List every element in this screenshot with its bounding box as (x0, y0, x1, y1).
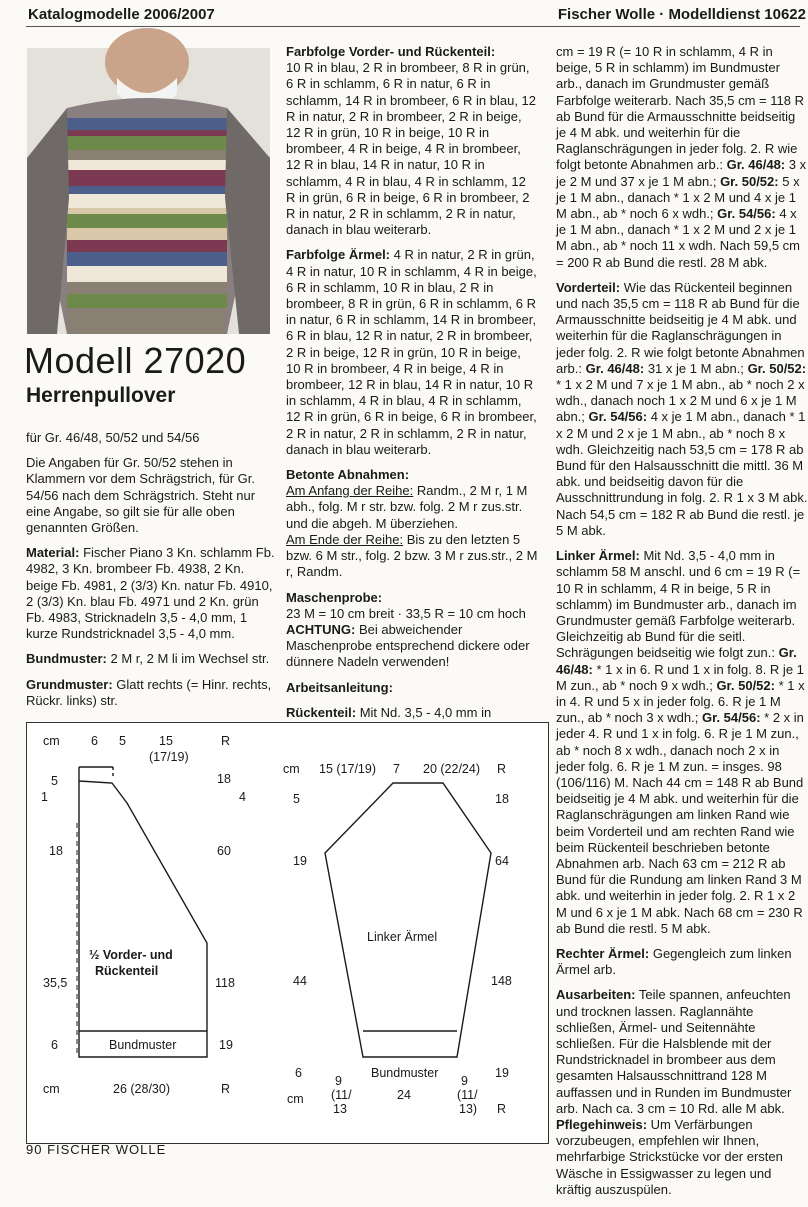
cont-g3-text: 4 x je 1 M abn., danach * 1 x 2 M und 2 x je 1 M abn., ab * noch 11 x wdh. Nach 59,5 cm = 200 R ab Bund die restl. 28 M abk. (556, 206, 801, 270)
bundmuster (26, 651, 276, 667)
f-label-2: Rückenteil (95, 964, 159, 978)
cont-g3: Gr. 54/56: (717, 206, 776, 222)
probe-text: 23 M = 10 cm breit · 33,5 R = 10 cm hoch (286, 605, 526, 621)
column-left (26, 430, 276, 718)
linker-label: Linker Ärmel: (556, 548, 640, 564)
linker-g1-text: * 1 x in 6. R und 1 x in folg. 8. R je 1 M zun., ab * noch 9 x wdh.; (556, 661, 804, 693)
s-l-44: 44 (293, 974, 307, 988)
s-bot-13a: 13 (333, 1102, 347, 1116)
f-l-5: 5 (51, 774, 58, 788)
ruecken-label: Rückenteil: (286, 704, 357, 720)
grund-label: Grundmuster: (26, 676, 113, 692)
ende-text: Bis zu den letzten 5 bzw. 6 M str., folg. 2 bzw. 3 M r zus.str., 2 M r, Randm. (286, 531, 538, 580)
sleeve-outline (325, 783, 491, 1057)
f-l-1: 1 (41, 790, 48, 804)
cont-g1-text: 3 x je 2 M und 37 x je 1 M abn.; (556, 157, 807, 189)
vorder-g2: Gr. 50/52: (747, 360, 807, 376)
linker-g1: Gr. 46/48: (556, 645, 797, 677)
grundmuster (26, 677, 276, 709)
model-name: Herrenpullover (26, 384, 176, 407)
f-top-cm: cm (43, 734, 60, 748)
linker-text: Mit Nd. 3,5 - 4,0 mm in schlamm 58 M anschl. und 6 cm = 19 R (= 10 R in schlamm, 4 R in beige, 5 R in schlamm) im Bundmuster arb., danach im Grundmuster gemäß Farbfolge weiterarb. Gleichzeitig ab Bund für die seitl. Schrägungen beidseitig wie folgt zun.: (556, 548, 801, 661)
bund-text: 2 M r, 2 M li im Wechsel str. (110, 651, 270, 667)
f-r-118: 118 (215, 976, 235, 990)
front-outline (79, 767, 207, 1057)
material-label: Material: (26, 545, 80, 561)
achtung-label: ACHTUNG: (286, 621, 356, 637)
vorder-label: Vorderteil: (556, 279, 621, 295)
vorder-g3: Gr. 54/56: (588, 409, 648, 425)
s-r-19: 19 (495, 1066, 509, 1080)
s-bot-R: R (497, 1102, 507, 1116)
s-top-20: 20 (22/24) (423, 762, 480, 776)
f-bot-26: 26 (28/30) (113, 1082, 170, 1096)
s-bot-cm: cm (287, 1092, 304, 1106)
f-top-5: 5 (119, 734, 126, 748)
f-l-355: 35,5 (43, 976, 68, 990)
s-label: Linker Ärmel (367, 930, 438, 944)
schematic-svg (27, 723, 548, 1143)
s-r-148: 148 (491, 974, 512, 988)
ausarb-text: Teile spannen, anfeuchten und trocknen lassen. Raglannähte schließen, Ärmel- und Seitennähte schließen. Für die Halsblende mit der Rundstricknadel in brombeer aus dem gesamten Halsausschnittrand 128 M auffassen und in Runden im Bundmuster arb. Nach ca. 3 cm = 10 Rd. alle M abk. (556, 987, 792, 1116)
probe-label: Maschenprobe: (286, 589, 383, 605)
cont-text: cm = 19 R (= 10 R in schlamm, 4 R in beige, 5 R in schlamm) im Bundmuster arb., danach im Grundmuster gemäß Farbfolge weiterarb. Nach 35,5 cm = 118 R ab Bund für die Armausschnitte beidseitig je 4 M abk. und weiterhin für die Raglanschrägungen in jeder folg. 2. R wie folgt betonte Abnahmen arb.: (556, 44, 804, 173)
ende-label: Am Ende der Reihe: (286, 531, 404, 547)
betonte-label: Betonte Abnahmen: (286, 467, 410, 483)
material-text: Fischer Piano 3 Kn. schlamm Fb. 4982, 3 Kn. brombeer Fb. 4938, 2 Kn. beige Fb. 4981, 2 (3/3) Kn. natur Fb. 4910, 2 (3/3) Kn. blau Fb. 4971 und 2 Kn. grün Fb. 4983, Stricknadeln 3,5 - 4,0 mm, 1 kurze Rundstricknadel 3,5 - 4,0 mm. (26, 545, 275, 642)
arbeit-label: Arbeitsanleitung: (286, 679, 393, 695)
header-right: Fischer Wolle · Modelldienst 10622 (557, 6, 806, 23)
pflege-label: Pflegehinweis: (556, 1117, 648, 1132)
linker-g2: Gr. 50/52: (716, 677, 775, 693)
sweater-photo (27, 48, 270, 334)
bund-label: Bundmuster: (26, 651, 107, 667)
vorder-g3-text: 4 x je 1 M abn., danach * 1 x 2 M und 2 x je 1 M abn., ab * noch 8 x wdh. Gleichzeitig nach 53,5 cm = 178 R ab Bund für den Halsausschnitt die mittl. 36 M abk. und beidseitig davon für die Ausschnittrundung in folg. 2. R 1 x 3 M abk. Nach 54,5 cm = 182 R ab Bund die restl. je 5 M abk. (556, 409, 808, 538)
sizes-note: Die Angaben für Gr. 50/52 stehen in Klammern vor dem Schrägstrich, für Gr. 54/56 nach dem Schrägstrich. Steht nur eine Angabe, so gilt sie für alle oben genannten Größen. (26, 455, 256, 536)
rechter-label: Rechter Ärmel: (556, 945, 650, 961)
sweater-illustration (27, 48, 270, 334)
ausarb-label: Ausarbeiten: (556, 987, 636, 1003)
linker-g2-text: * 1 x in 4. R und 5 x in jeder folg. 6. R je 1 M zun., ab * noch 3 x wdh.; (556, 677, 805, 726)
column-middle (286, 44, 538, 746)
f-l-18: 18 (49, 844, 63, 858)
grund-text: Glatt rechts (= Hinr. rechts, Rückr. links) str. (26, 676, 272, 708)
vorder-g1: Gr. 46/48: (585, 360, 645, 376)
f-label-1: ½ Vorder- und (89, 948, 173, 962)
vorder-text: Wie das Rückenteil beginnen und nach 35,5 cm = 118 R ab Bund für die Armausschnitte beidseitig je 4 M abk. und weiterhin für die Raglanschrägungen in jeder folg. 2. R wie folgt betonte Abnahmen arb.: (556, 279, 805, 376)
anfang-label: Am Anfang der Reihe: (286, 483, 414, 499)
pattern-diagram (26, 722, 549, 1144)
s-top-15: 15 (17/19) (319, 762, 376, 776)
vorder-g1-text: 31 x je 1 M abn.; (647, 360, 744, 376)
f-r-4: 4 (239, 790, 246, 804)
column-right (556, 44, 808, 1207)
cont-g2: Gr. 50/52: (720, 173, 779, 189)
farbfolge-vr-text: 10 R in blau, 2 R in brombeer, 8 R in grün, 6 R in schlamm, 6 R in natur, 6 R in schlamm, 14 R in brombeer, 6 R in blau, 12 R in natur, 2 R in brombeer, 2 R in beige, 12 R in grün, 10 R in beige, 10 R in brombeer, 4 R in beige, 4 R in brombeer, 12 R in blau, 14 R in natur, 10 R in schlamm, 4 R in blau, 4 R in schlamm, 12 R in grün, 6 R in beige, 6 R in brombeer, 2 R in natur, 2 R in schlamm, 2 R in natur, danach in blau weiterarb. (286, 60, 537, 238)
ruecken-text: Mit Nd. 3,5 - 4,0 mm in (359, 704, 492, 720)
sizes: für Gr. 46/48, 50/52 und 54/56 (26, 430, 200, 445)
s-top-cm: cm (283, 762, 300, 776)
page-footer: 90 FISCHER WOLLE (26, 1142, 167, 1157)
f-top-1719: (17/19) (149, 750, 189, 764)
material (26, 545, 276, 642)
farbfolge-vr-label: Farbfolge Vorder- und Rückenteil: (286, 44, 496, 59)
s-bot-11a: (11/ (331, 1088, 352, 1102)
anfang-text: Randm., 2 M r, 1 M abh., folg. M r str. bzw. folg. 2 M r zus.str. und die abgeh. M überziehen. (286, 483, 528, 531)
s-bot-9a: 9 (335, 1074, 342, 1088)
s-bot-11b: (11/ (457, 1088, 478, 1102)
s-bot-13b: 13) (459, 1102, 478, 1116)
s-l-6: 6 (295, 1066, 302, 1080)
s-top-7: 7 (393, 762, 400, 776)
s-r-64: 64 (495, 854, 509, 868)
f-bot-cm: cm (43, 1082, 60, 1096)
cont-g1: Gr. 46/48: (726, 157, 786, 173)
s-l-19: 19 (293, 854, 307, 868)
linker-g3: Gr. 54/56: (702, 710, 761, 726)
cont-g2-text: 5 x je 1 M abn., danach * 1 x 2 M und 4 x je 1 M abn., ab * noch 6 x wdh.; (556, 173, 800, 222)
s-bot-9b: 9 (461, 1074, 468, 1088)
s-l-5: 5 (293, 792, 300, 806)
f-l-6: 6 (51, 1038, 58, 1052)
f-top-6: 6 (91, 734, 98, 748)
achtung-text: Bei abweichender Maschenprobe entsprechend dickere oder dünnere Nadeln verwenden! (286, 621, 530, 670)
farbfolge-ar-text: 4 R in natur, 2 R in grün, 4 R in natur, 10 R in schlamm, 4 R in beige, 6 R in schlamm, 10 R in blau, 2 R in brombeer, 8 R in grün, 6 R in schlamm, 6 R in natur, 6 R in schlamm, 14 R in brombeer, 6 R in blau, 12 R in natur, 2 R in brombeer, 2 R in beige, 12 R in grün, 10 R in beige, 10 R in brombeer, 4 R in beige, 4 R in brombeer, 12 R in blau, 14 R in natur, 10 R in schlamm, 4 R in blau, 4 R in schlamm, 12 R in grün, 6 R in beige, 6 R in brombeer, 2 R in natur, 2 R in schlamm, 2 R in natur, danach in blau weiterarb. (286, 247, 537, 457)
f-top-R: R (221, 734, 231, 748)
f-r-18: 18 (217, 772, 231, 786)
model-number: Modell 27020 (24, 340, 247, 381)
f-r-19: 19 (219, 1038, 233, 1052)
rechter-text: Gegengleich zum linken Ärmel arb. (556, 945, 792, 978)
s-bot-24: 24 (397, 1088, 411, 1102)
s-r-18: 18 (495, 792, 509, 806)
s-bund: Bundmuster (371, 1066, 439, 1080)
f-bund: Bundmuster (109, 1038, 177, 1052)
f-r-60: 60 (217, 844, 231, 858)
s-top-R: R (497, 762, 507, 776)
f-bot-R: R (221, 1082, 231, 1096)
header-divider (26, 26, 800, 27)
vorder-g2-text: * 1 x 2 M und 7 x je 1 M abn., ab * noch 2 x wdh., danach noch 1 x 2 M und 6 x je 1 M abn.; (556, 377, 805, 425)
header-left: Katalogmodelle 2006/2007 (28, 6, 215, 23)
pflege-text: Um Verfärbungen vorzubeugen, empfehlen wir Ihnen, mehrfarbige Strickstücke vor der ersten Wäsche in Essigwasser zu legen und kräftig auszuspülen. (556, 1117, 783, 1197)
linker-g3-text: * 2 x in jeder 4. R und 1 x in folg. 6. R je 1 M zun., ab * noch 8 x wdh., danach noch 2 x in jeder folg. 6. R je 1 M zun. = insges. 98 (106/116) M. Nach 44 cm = 148 R ab Bund beidseitig je 4 M abk. und weiterhin für die Raglanschrägungen am linken Rand wie beim Vorderteil und am rechten Rand wie beim Rückenteil beschrieben betonte Abnahmen arb. Nach 63 cm = 212 R ab Bund für die Rundung am linken Rand 3 M abk. und weiterhin in jeder folg. 2. R 1 x 2 M und 6 x je 1 M abk. Nach 68 cm = 230 R ab Bund die restl. 5 M abk. (556, 710, 804, 936)
f-top-15: 15 (159, 734, 173, 748)
farbfolge-ar-label: Farbfolge Ärmel: (286, 247, 391, 263)
